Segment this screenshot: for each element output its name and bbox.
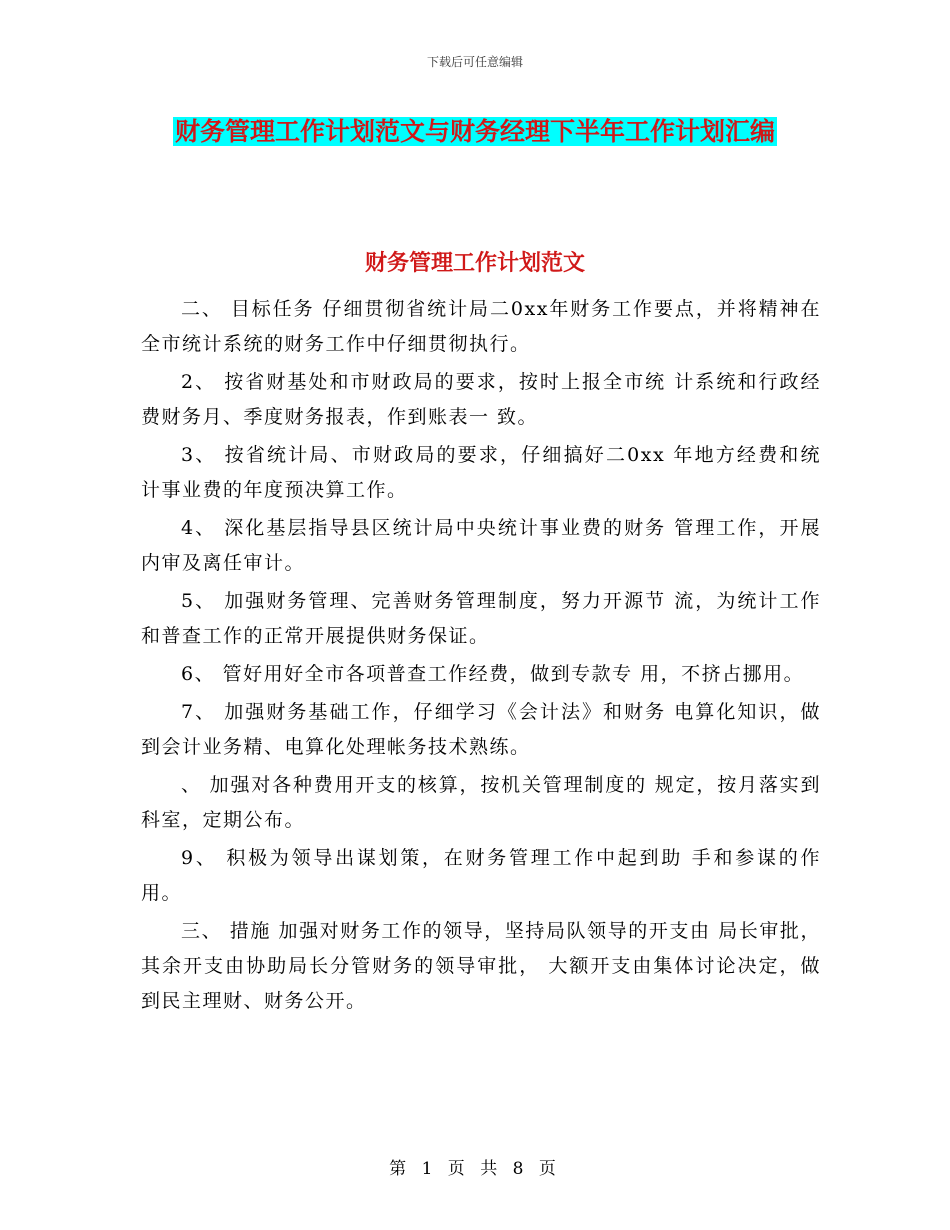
page-footer: 第 1 页 共 8 页 (389, 1159, 561, 1179)
body-text (141, 292, 821, 1022)
paragraph: 3、 按省统计局、市财政局的要求，仔细搞好二0xx 年地方经费和统计事业费的年度预决算工作。 (141, 444, 821, 501)
paragraph: 5、 加强财务管理、完善财务管理制度，努力开源节 流，为统计工作和普查工作的正常开展提供财务保证。 (141, 590, 821, 647)
paragraph: 6、 管好用好全市各项普查工作经费，做到专款专 用，不挤占挪用。 (181, 663, 805, 685)
document-title (140, 110, 810, 154)
paragraph: 三、 措施 加强对财务工作的领导，坚持局队领导的开支由 局长审批，其余开支由协助局长分管财务的领导审批， 大额开支由集体讨论决定，做到民主理财、财务公开。 (141, 920, 821, 1012)
paragraph: 、 加强对各种费用开支的核算，按机关管理制度的 规定，按月落实到科室，定期公布。 (141, 774, 821, 831)
paragraph: 2、 按省财基处和市财政局的要求，按时上报全市统 计系统和行政经费财务月、季度财务报表，作到账表一 致。 (141, 371, 821, 428)
section-title: 财务管理工作计划范文 (364, 251, 585, 276)
header-note: 下载后可任意编辑 (426, 55, 523, 69)
paragraph: 4、 深化基层指导县区统计局中央统计事业费的财务 管理工作，开展内审及离任审计。 (141, 517, 821, 574)
paragraph: 7、 加强财务基础工作，仔细学习《会计法》和财务 电算化知识，做到会计业务精、电算化处理帐务技术熟练。 (141, 701, 821, 758)
paragraph: 9、 积极为领导出谋划策，在财务管理工作中起到助 手和参谋的作用。 (141, 847, 821, 904)
paragraph: 二、 目标任务 仔细贯彻省统计局二0xx年财务工作要点，并将精神在全市统计系统的财务工作中仔细贯彻执行。 (141, 298, 821, 355)
document-title-text: 财务管理工作计划范文与财务经理下半年工作计划汇编 (174, 117, 775, 146)
